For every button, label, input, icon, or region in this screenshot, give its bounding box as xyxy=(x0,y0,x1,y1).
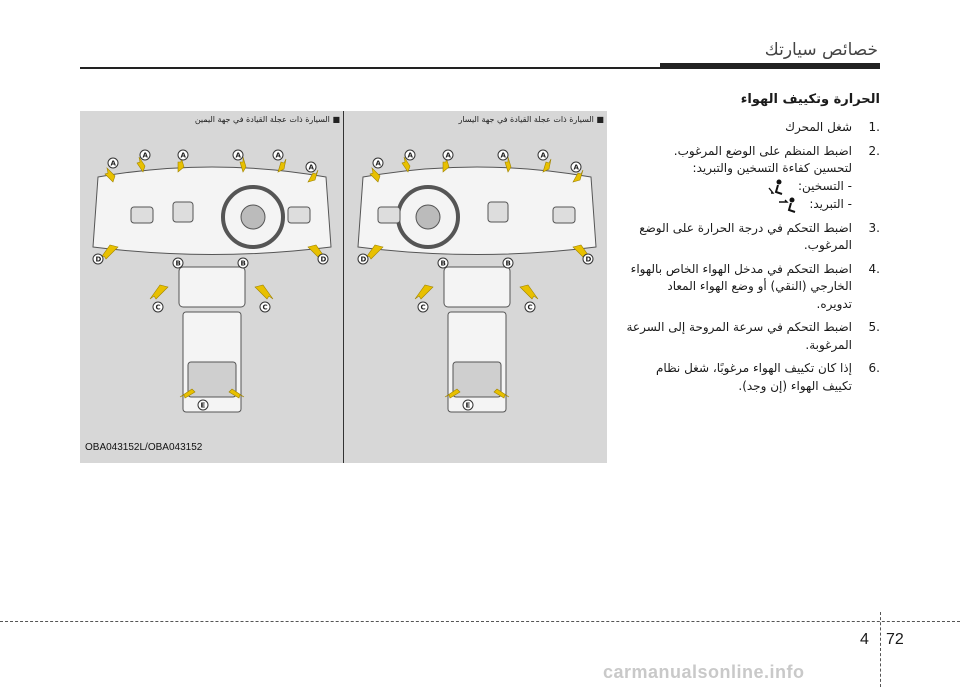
svg-text:C: C xyxy=(155,303,161,312)
figure-code: OBA043152L/OBA043152 xyxy=(85,442,203,453)
heating-mode-icon xyxy=(766,178,792,196)
svg-text:A: A xyxy=(180,151,186,160)
svg-text:A: A xyxy=(573,163,579,172)
cooling-label: - التبريد: xyxy=(809,196,852,211)
svg-text:A: A xyxy=(235,151,241,160)
figure-divider xyxy=(343,111,344,463)
vent-label-a: A xyxy=(110,159,116,168)
item-text: تدويره. xyxy=(816,296,852,311)
svg-text:A: A xyxy=(275,151,281,160)
list-item xyxy=(625,261,880,314)
svg-text:A: A xyxy=(308,163,314,172)
header-rule-accent xyxy=(660,63,880,69)
item-number: 3. xyxy=(868,220,880,235)
svg-text:A: A xyxy=(142,151,148,160)
list-item xyxy=(625,143,880,214)
svg-text:A: A xyxy=(500,151,506,160)
heating-sub-item xyxy=(625,178,852,196)
svg-text:A: A xyxy=(407,151,413,160)
list-item xyxy=(625,119,880,137)
svg-text:B: B xyxy=(505,259,511,268)
vent-figure xyxy=(80,111,607,463)
svg-text:A: A xyxy=(445,151,451,160)
item-text: تكييف الهواء (إن وجد). xyxy=(738,378,852,393)
dashboard-drawing-lhd xyxy=(348,137,606,437)
chapter-title: خصائص سيارتك xyxy=(764,40,878,60)
item-text: الخارجي (النقي) أو وضع الهواء المعاد xyxy=(667,279,852,293)
svg-text:C: C xyxy=(420,303,426,312)
list-item xyxy=(625,319,880,354)
svg-text:E: E xyxy=(200,401,206,410)
svg-text:B: B xyxy=(440,259,446,268)
section-heading: الحرارة وتكييف الهواء xyxy=(740,92,880,107)
svg-text:D: D xyxy=(95,255,102,264)
cooling-sub-item xyxy=(625,196,852,214)
svg-text:C: C xyxy=(262,303,268,312)
heating-label: - التسخين: xyxy=(797,178,852,193)
svg-text:D: D xyxy=(360,255,367,264)
header-rule xyxy=(80,67,660,69)
list-item xyxy=(625,360,880,395)
item-text: اضبط المنظم على الوضع المرغوب. xyxy=(673,143,852,158)
footer-divider xyxy=(880,612,881,687)
item-text: اضبط التحكم في درجة الحرارة على الوضع xyxy=(639,220,852,235)
svg-text:D: D xyxy=(320,255,327,264)
dashboard-drawing-rhd xyxy=(83,137,341,437)
item-number: 2. xyxy=(868,143,880,158)
hvac-section xyxy=(625,92,880,401)
figure-caption-lhd: ■ السيارة ذات عجلة القيادة في جهة اليسار xyxy=(458,115,604,124)
dashboard-illustration-lhd xyxy=(348,137,606,437)
dashboard-illustration-rhd xyxy=(83,137,341,437)
item-text: المرغوب. xyxy=(803,238,852,252)
chapter-number: 4 xyxy=(860,631,869,648)
svg-text:B: B xyxy=(175,259,181,268)
page-number: 72 xyxy=(886,631,904,648)
svg-text:E: E xyxy=(465,401,471,410)
item-text: اضبط التحكم في سرعة المروحة إلى السرعة xyxy=(626,320,852,334)
watermark: carmanualsonline.info xyxy=(603,662,805,682)
item-number: 5. xyxy=(868,320,880,334)
item-number: 6. xyxy=(868,361,880,375)
list-item xyxy=(625,220,880,255)
cooling-mode-icon xyxy=(777,196,803,214)
item-text: المرغوبة. xyxy=(805,337,852,352)
item-text: إذا كان تكييف الهواء مرغوبًا، شغل نظام xyxy=(655,361,852,375)
svg-text:B: B xyxy=(240,259,246,268)
item-number: 1. xyxy=(868,120,880,134)
item-number: 4. xyxy=(868,261,880,276)
svg-text:D: D xyxy=(585,255,592,264)
figure-caption-rhd: ■ السيارة ذات عجلة القيادة في جهة اليمين xyxy=(194,115,340,124)
item-text: شغل المحرك xyxy=(785,120,852,134)
item-text: لتحسين كفاءة التسخين والتبريد: xyxy=(692,161,852,175)
footer-rule xyxy=(0,621,960,622)
svg-text:A: A xyxy=(540,151,546,160)
item-text: اضبط التحكم في مدخل الهواء الخاص بالهواء xyxy=(630,261,852,276)
svg-text:A: A xyxy=(375,159,381,168)
svg-text:C: C xyxy=(527,303,533,312)
